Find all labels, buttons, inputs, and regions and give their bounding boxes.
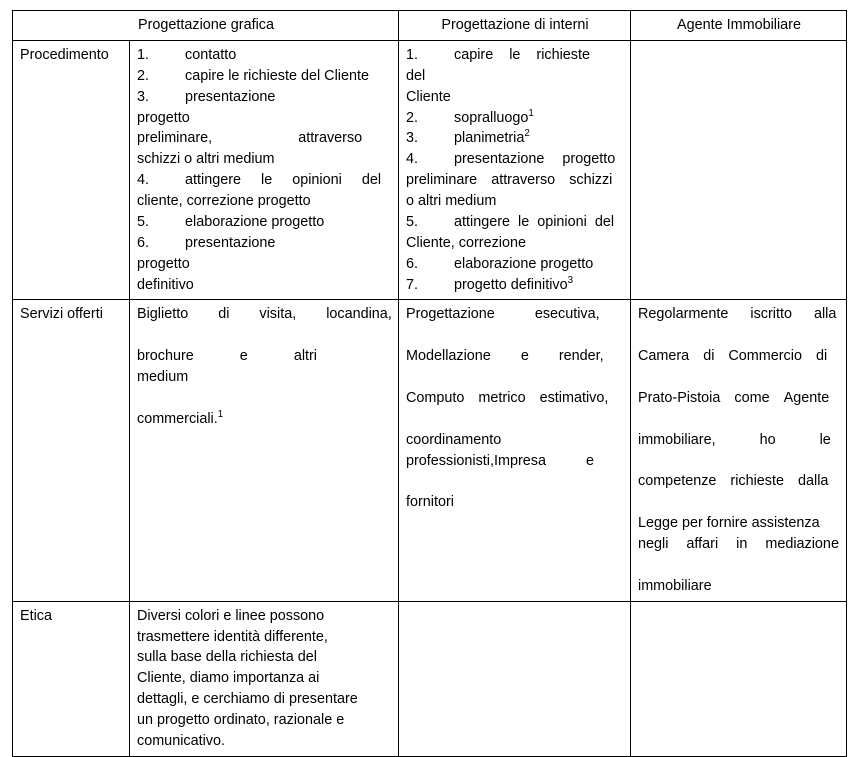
list-number: 7.: [406, 276, 419, 293]
list-item: [137, 233, 392, 296]
text-part: metrico: [478, 389, 526, 406]
text-part: altri: [293, 348, 318, 365]
text-part: le: [819, 431, 831, 448]
text-part: come: [734, 389, 770, 406]
text-part: commerciali.: [137, 410, 218, 427]
list-text-part: preliminare: [406, 172, 478, 189]
header-progettazione-interni: Progettazione di interni: [399, 11, 631, 41]
text-part: dalla: [798, 473, 829, 490]
list-text: planimetria: [454, 130, 525, 147]
list-text-part: Cliente: [406, 88, 451, 105]
list-text-part: attingere: [454, 213, 511, 230]
list-number: 5.: [406, 213, 419, 230]
row-label-etica: Etica: [13, 601, 130, 756]
list-number: 2.: [137, 67, 150, 84]
text-part: immobiliare,: [638, 431, 716, 448]
row-label-servizi-offerti: Servizi offerti: [13, 300, 130, 601]
list-text: contatto: [185, 46, 237, 63]
list-text-part: opinioni: [292, 172, 342, 189]
list-item: [406, 149, 624, 212]
servizi-interni-text: [406, 304, 624, 513]
list-number: 6.: [406, 255, 419, 272]
servizi-grafica-text: [137, 304, 392, 429]
procedure-list-grafica: [137, 45, 392, 296]
text-line: Cliente, diamo importanza ai: [137, 670, 320, 687]
list-number: 5.: [137, 213, 150, 230]
text-part: coordinamento: [406, 431, 502, 448]
text-part: fornitori: [406, 494, 454, 511]
list-text: sopralluogo: [454, 109, 529, 126]
etica-grafica-text: [137, 606, 392, 752]
text-part: visita,: [259, 306, 297, 323]
header-progettazione-grafica: Progettazione grafica: [13, 11, 399, 41]
row-label-procedimento: Procedimento: [13, 40, 130, 300]
list-number: 1.: [137, 46, 150, 63]
text-part: in: [736, 536, 748, 552]
list-text-part: presentazione: [185, 234, 276, 251]
list-number: 6.: [137, 234, 150, 251]
footnote-marker: 3: [567, 274, 574, 286]
list-item: [137, 45, 392, 66]
list-text-part: preliminare,: [137, 130, 213, 147]
list-text-part: opinioni: [537, 213, 587, 230]
list-text-part: attraverso: [491, 172, 556, 189]
list-item: [406, 212, 624, 254]
footnote-marker: 1: [528, 107, 534, 119]
list-text-part: le: [261, 172, 273, 189]
servizi-agente-text: [638, 304, 840, 596]
list-item: [406, 45, 624, 108]
text-part: Progettazione: [406, 306, 495, 323]
list-text-part: richieste: [536, 46, 590, 63]
list-item: [406, 108, 624, 129]
text-part: e: [585, 452, 594, 469]
list-text-part: attingere: [185, 172, 242, 189]
text-line: Diversi colori e linee possono: [137, 607, 325, 624]
footnote-marker: 2: [524, 128, 530, 140]
cell-etica-interni-empty: [399, 601, 631, 756]
cell-servizi-grafica: [130, 300, 399, 601]
list-item: [406, 254, 624, 275]
table-row-servizi-offerti: [13, 300, 847, 601]
text-part: Prato-Pistoia: [638, 389, 721, 406]
text-part: professionisti,Impresa: [406, 452, 546, 469]
table-header-row: [13, 11, 847, 41]
procedure-list-interni: [406, 45, 624, 296]
text-part: Computo: [406, 389, 465, 406]
list-text-part: le: [518, 213, 530, 230]
cell-procedimento-grafica: [130, 40, 399, 300]
header-agente-immobiliare: Agente Immobiliare: [631, 11, 847, 41]
list-text-part: cliente, correzione progetto: [137, 193, 311, 209]
list-text-part: le: [509, 46, 521, 63]
text-part: immobiliare: [638, 577, 712, 594]
list-text-part: del: [406, 67, 426, 84]
comparison-table: [12, 10, 847, 757]
list-text-part: capire: [454, 46, 494, 63]
text-part: ho: [759, 431, 776, 448]
list-item: [406, 128, 624, 149]
text-part: iscritto: [750, 306, 792, 323]
list-text-part: schizzi: [569, 172, 613, 189]
list-text: progetto definitivo: [454, 276, 568, 293]
list-text: elaborazione progetto: [185, 213, 325, 230]
list-item: [406, 275, 624, 296]
text-line: trasmettere identità differente,: [137, 628, 328, 645]
text-part: estimativo,: [539, 389, 609, 406]
text-part: negli: [638, 536, 669, 552]
text-part: affari: [686, 536, 719, 552]
cell-etica-agente-empty: [631, 601, 847, 756]
text-part: Camera: [638, 348, 690, 365]
list-number: 2.: [406, 109, 419, 126]
list-text: capire le richieste del Cliente: [185, 67, 369, 84]
list-item: [137, 66, 392, 87]
list-text-part: presentazione: [454, 151, 545, 168]
list-item: [137, 170, 392, 212]
list-text-part: progetto: [137, 109, 190, 126]
text-part: e: [520, 348, 529, 365]
text-part: medium: [137, 369, 189, 385]
text-line: un progetto ordinato, razionale e: [137, 712, 345, 728]
list-text-part: progetto: [562, 151, 616, 168]
list-text-part: presentazione: [185, 88, 276, 105]
text-part: Modellazione: [406, 348, 491, 365]
text-part: di: [703, 348, 715, 365]
text-line: dettagli, e cerchiamo di presentare: [137, 691, 358, 708]
cell-servizi-agente: [631, 300, 847, 601]
cell-servizi-interni: [399, 300, 631, 601]
list-text-part: Cliente, correzione: [406, 234, 526, 251]
text-part: mediazione: [765, 536, 839, 552]
cell-procedimento-agente-empty: [631, 40, 847, 300]
list-number: 4.: [406, 151, 419, 168]
cell-procedimento-interni: [399, 40, 631, 300]
list-text-part: progetto: [137, 255, 190, 272]
list-number: 1.: [406, 46, 419, 63]
cell-etica-grafica: [130, 601, 399, 756]
text-part: render,: [558, 348, 604, 365]
text-part: richieste: [730, 473, 784, 490]
list-text-part: definitivo: [137, 276, 194, 293]
text-part: Legge per fornire assistenza: [638, 515, 820, 532]
comparison-table-container: [12, 10, 846, 757]
list-number: 3.: [406, 130, 419, 147]
table-row-etica: [13, 601, 847, 756]
list-text-part: o altri medium: [406, 193, 497, 209]
list-text-part: schizzi o altri medium: [137, 151, 275, 168]
text-part: Regolarmente: [638, 306, 729, 323]
list-number: 3.: [137, 88, 150, 105]
text-part: Commercio: [728, 348, 802, 365]
text-part: e: [239, 348, 248, 365]
text-part: brochure: [137, 348, 194, 365]
list-text-part: attraverso: [298, 130, 363, 147]
text-line: comunicativo.: [137, 732, 225, 749]
list-item: [137, 87, 392, 171]
text-part: Biglietto: [137, 306, 189, 323]
text-part: di: [815, 348, 828, 365]
list-text: elaborazione progetto: [454, 255, 594, 272]
table-row-procedimento: [13, 40, 847, 300]
text-part: alla: [813, 306, 837, 323]
list-text-part: del: [361, 172, 382, 189]
list-number: 4.: [137, 172, 150, 189]
text-part: di: [218, 306, 230, 323]
text-part: competenze: [638, 473, 717, 490]
text-part: locandina,: [326, 306, 392, 323]
list-text-part: del: [594, 213, 615, 230]
text-part: esecutiva,: [534, 306, 600, 323]
text-line: sulla base della richiesta del: [137, 649, 317, 666]
text-part: Agente: [783, 389, 830, 406]
footnote-marker: 1: [217, 408, 224, 420]
list-item: [137, 212, 392, 233]
